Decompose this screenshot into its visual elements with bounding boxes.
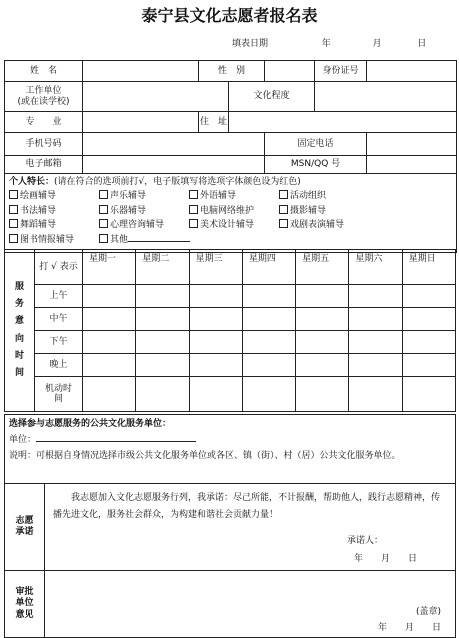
address-label: 住 址 bbox=[199, 112, 229, 133]
schedule-cell[interactable] bbox=[349, 331, 402, 354]
time-slot-label: 下午 bbox=[35, 331, 83, 354]
pledge-text: 我志愿加入文化志愿服务行列，我承诺：尽己所能，不计报酬，帮助他人，践行志愿精神，传播先进文化，服务社会群众，为构建和谐社会贡献力量！ bbox=[53, 493, 441, 521]
skill-option[interactable] bbox=[189, 190, 279, 201]
schedule-cell[interactable] bbox=[242, 331, 295, 354]
approve-date: 年 月 日 bbox=[377, 623, 441, 633]
fill-date-line bbox=[232, 40, 426, 49]
day-header: 星期三 bbox=[189, 250, 242, 285]
skill-option-label: 舞蹈辅导 bbox=[20, 220, 57, 231]
skill-option-label: 美术设计辅导 bbox=[200, 220, 255, 231]
time-slot-label: 中午 bbox=[35, 308, 83, 331]
approve-section bbox=[45, 571, 456, 638]
approve-seal: (盖章) bbox=[415, 607, 441, 617]
checkbox-icon[interactable] bbox=[99, 205, 108, 214]
unit-section bbox=[5, 415, 456, 484]
name-field[interactable] bbox=[83, 61, 199, 82]
checkbox-icon[interactable] bbox=[9, 205, 18, 214]
schedule-cell[interactable] bbox=[189, 308, 242, 331]
skill-option[interactable] bbox=[189, 205, 279, 216]
skill-option-label: 戏剧表演辅导 bbox=[290, 220, 345, 231]
schedule-row bbox=[5, 285, 456, 308]
schedule-cell[interactable] bbox=[402, 308, 455, 331]
schedule-cell[interactable] bbox=[402, 331, 455, 354]
fill-date-year: 年 bbox=[321, 39, 331, 49]
basic-info-table bbox=[4, 60, 457, 253]
email-field[interactable] bbox=[83, 156, 265, 174]
schedule-row bbox=[5, 354, 456, 377]
schedule-cell[interactable] bbox=[83, 377, 136, 412]
education-label: 文化程度 bbox=[229, 82, 315, 112]
fill-date-day: 日 bbox=[417, 39, 427, 49]
pledge-side-label bbox=[5, 484, 45, 571]
unit-label: 单位： bbox=[9, 435, 37, 446]
schedule-cell[interactable] bbox=[402, 285, 455, 308]
schedule-cell[interactable] bbox=[296, 331, 349, 354]
schedule-cell[interactable] bbox=[136, 285, 189, 308]
schedule-cell[interactable] bbox=[136, 377, 189, 412]
schedule-cell[interactable] bbox=[296, 285, 349, 308]
checkbox-icon[interactable] bbox=[279, 190, 288, 199]
skill-option[interactable] bbox=[99, 233, 219, 245]
skills-heading: 个人特长： bbox=[9, 177, 55, 187]
checkbox-icon[interactable] bbox=[9, 219, 18, 228]
skill-option-label: 外语辅导 bbox=[200, 191, 237, 202]
skill-option-label: 摄影辅导 bbox=[290, 205, 327, 216]
service-side-char: 向 bbox=[14, 333, 24, 344]
checkbox-icon[interactable] bbox=[189, 190, 198, 199]
time-slot-label: 晚上 bbox=[35, 354, 83, 377]
skill-option[interactable] bbox=[279, 219, 369, 230]
skill-option[interactable] bbox=[9, 234, 99, 245]
work-sub-label: (或在读学校) bbox=[17, 96, 70, 107]
skill-option[interactable] bbox=[9, 190, 99, 201]
schedule-cell[interactable] bbox=[136, 308, 189, 331]
pledge-side-text: 志愿 bbox=[15, 515, 34, 526]
day-header: 星期二 bbox=[136, 250, 189, 285]
unit-note: 说明：可根据自身情况选择市级公共文化服务单位或各区、镇（街）、村（居）公共文化服务单位。 bbox=[9, 450, 401, 461]
skill-option[interactable] bbox=[279, 205, 369, 216]
major-field[interactable] bbox=[83, 112, 199, 133]
msn-label: MSN/QQ 号 bbox=[265, 156, 367, 174]
skill-option-label: 电脑网络维护 bbox=[200, 205, 255, 216]
schedule-cell[interactable] bbox=[296, 377, 349, 412]
day-header: 星期一 bbox=[83, 250, 136, 285]
schedule-row bbox=[5, 331, 456, 354]
phone-label: 固定电话 bbox=[265, 133, 367, 156]
schedule-cell[interactable] bbox=[136, 331, 189, 354]
work-field[interactable] bbox=[83, 82, 229, 112]
skill-option-label: 心理咨询辅导 bbox=[110, 220, 165, 231]
schedule-row bbox=[5, 377, 456, 412]
skills-row bbox=[9, 205, 452, 216]
pledge-signer: 承诺人： bbox=[346, 536, 383, 546]
name-label: 姓 名 bbox=[5, 61, 83, 82]
service-side-char: 服 bbox=[14, 282, 24, 293]
service-side-char: 务 bbox=[14, 299, 24, 310]
skill-option-label: 活动组织 bbox=[290, 191, 327, 202]
schedule-cell[interactable] bbox=[349, 285, 402, 308]
checkbox-icon[interactable] bbox=[99, 219, 108, 228]
approve-side-text: 单位 bbox=[15, 598, 34, 609]
unit-heading: 选择参与志愿服务的公共文化服务单位： bbox=[9, 419, 172, 429]
service-side-char: 时 bbox=[14, 350, 24, 361]
checkbox-icon[interactable] bbox=[189, 219, 198, 228]
checkbox-icon[interactable] bbox=[9, 234, 18, 243]
schedule-cell[interactable] bbox=[242, 285, 295, 308]
checkbox-icon[interactable] bbox=[99, 190, 108, 199]
schedule-cell[interactable] bbox=[296, 354, 349, 377]
schedule-cell[interactable] bbox=[349, 308, 402, 331]
work-label: 工作单位 bbox=[25, 86, 62, 97]
mark-instruction: 打 √ 表示 bbox=[35, 250, 83, 285]
schedule-cell[interactable] bbox=[402, 354, 455, 377]
skill-option-label: 乐器辅导 bbox=[110, 205, 147, 216]
email-label: 电子邮箱 bbox=[5, 156, 83, 174]
service-side-char: 意 bbox=[14, 316, 24, 327]
form-title: 泰宁县文化志愿者报名表 bbox=[141, 6, 318, 25]
skill-option-label: 声乐辅导 bbox=[110, 191, 147, 202]
mobile-field[interactable] bbox=[83, 133, 265, 156]
schedule-cell[interactable] bbox=[189, 377, 242, 412]
day-header: 星期五 bbox=[296, 250, 349, 285]
skill-option[interactable] bbox=[99, 219, 189, 230]
msn-field[interactable] bbox=[367, 156, 457, 174]
day-header: 星期四 bbox=[242, 250, 295, 285]
skill-option[interactable] bbox=[99, 190, 189, 201]
service-side-label bbox=[5, 250, 35, 412]
schedule-cell[interactable] bbox=[242, 354, 295, 377]
pledge-side-text: 承诺 bbox=[15, 527, 34, 537]
skill-option[interactable] bbox=[189, 219, 279, 230]
mobile-label: 手机号码 bbox=[5, 133, 83, 156]
gender-label: 性 别 bbox=[199, 61, 265, 82]
schedule-cell[interactable] bbox=[83, 285, 136, 308]
schedule-cell[interactable] bbox=[83, 308, 136, 331]
service-side-char: 间 bbox=[14, 367, 24, 378]
lower-table bbox=[4, 414, 456, 638]
schedule-cell[interactable] bbox=[83, 354, 136, 377]
skills-grid bbox=[9, 190, 452, 245]
checkbox-icon[interactable] bbox=[189, 205, 198, 214]
skills-note: (请在符合的选项前打√，电子版填写将选项字体颜色设为红色) bbox=[54, 177, 301, 187]
checkbox-icon[interactable] bbox=[99, 234, 108, 243]
approve-side-text: 审批 bbox=[15, 587, 34, 598]
skills-row bbox=[9, 190, 452, 201]
schedule-cell[interactable] bbox=[349, 377, 402, 412]
fill-date-month: 月 bbox=[372, 39, 382, 49]
skill-option[interactable] bbox=[9, 205, 99, 216]
skill-option-label: 图书情报辅导 bbox=[20, 235, 75, 246]
unit-input-line[interactable] bbox=[36, 433, 196, 442]
education-field[interactable] bbox=[315, 82, 457, 112]
schedule-cell[interactable] bbox=[189, 331, 242, 354]
pledge-section bbox=[45, 484, 456, 571]
day-header: 星期日 bbox=[402, 250, 455, 285]
skill-option-label: 绘画辅导 bbox=[20, 191, 57, 202]
gender-field[interactable] bbox=[265, 61, 315, 82]
schedule-cell[interactable] bbox=[83, 331, 136, 354]
schedule-cell[interactable] bbox=[242, 308, 295, 331]
fill-date-label: 填表日期 bbox=[232, 39, 269, 49]
schedule-cell[interactable] bbox=[349, 354, 402, 377]
major-label: 专 业 bbox=[5, 112, 83, 133]
skills-row bbox=[9, 233, 452, 245]
schedule-cell[interactable] bbox=[402, 377, 455, 412]
id-label: 身份证号 bbox=[315, 61, 367, 82]
checkbox-icon[interactable] bbox=[279, 219, 288, 228]
address-field[interactable] bbox=[229, 112, 457, 133]
other-skill-input-line[interactable] bbox=[128, 233, 190, 242]
schedule-table bbox=[4, 249, 456, 412]
schedule-cell[interactable] bbox=[296, 308, 349, 331]
skill-option[interactable] bbox=[279, 190, 369, 201]
day-header: 星期六 bbox=[349, 250, 402, 285]
approve-side-label bbox=[5, 571, 45, 638]
schedule-cell[interactable] bbox=[136, 354, 189, 377]
work-label-cell bbox=[5, 82, 83, 112]
phone-field[interactable] bbox=[367, 133, 457, 156]
skill-option-label: 其他 bbox=[110, 235, 129, 246]
skill-option[interactable] bbox=[9, 219, 99, 230]
skill-option-label: 书法辅导 bbox=[20, 205, 57, 216]
schedule-cell[interactable] bbox=[189, 354, 242, 377]
checkbox-icon[interactable] bbox=[279, 205, 288, 214]
skills-row bbox=[9, 219, 452, 230]
schedule-cell[interactable] bbox=[189, 285, 242, 308]
skills-section bbox=[5, 174, 457, 253]
approve-side-text: 意见 bbox=[15, 609, 34, 620]
pledge-date: 年 月 日 bbox=[353, 554, 417, 564]
checkbox-icon[interactable] bbox=[9, 190, 18, 199]
time-slot-label: 机动时间 bbox=[35, 377, 83, 412]
schedule-cell[interactable] bbox=[242, 377, 295, 412]
time-slot-label: 上午 bbox=[35, 285, 83, 308]
id-field[interactable] bbox=[367, 61, 457, 82]
schedule-row bbox=[5, 308, 456, 331]
skill-option[interactable] bbox=[99, 205, 189, 216]
